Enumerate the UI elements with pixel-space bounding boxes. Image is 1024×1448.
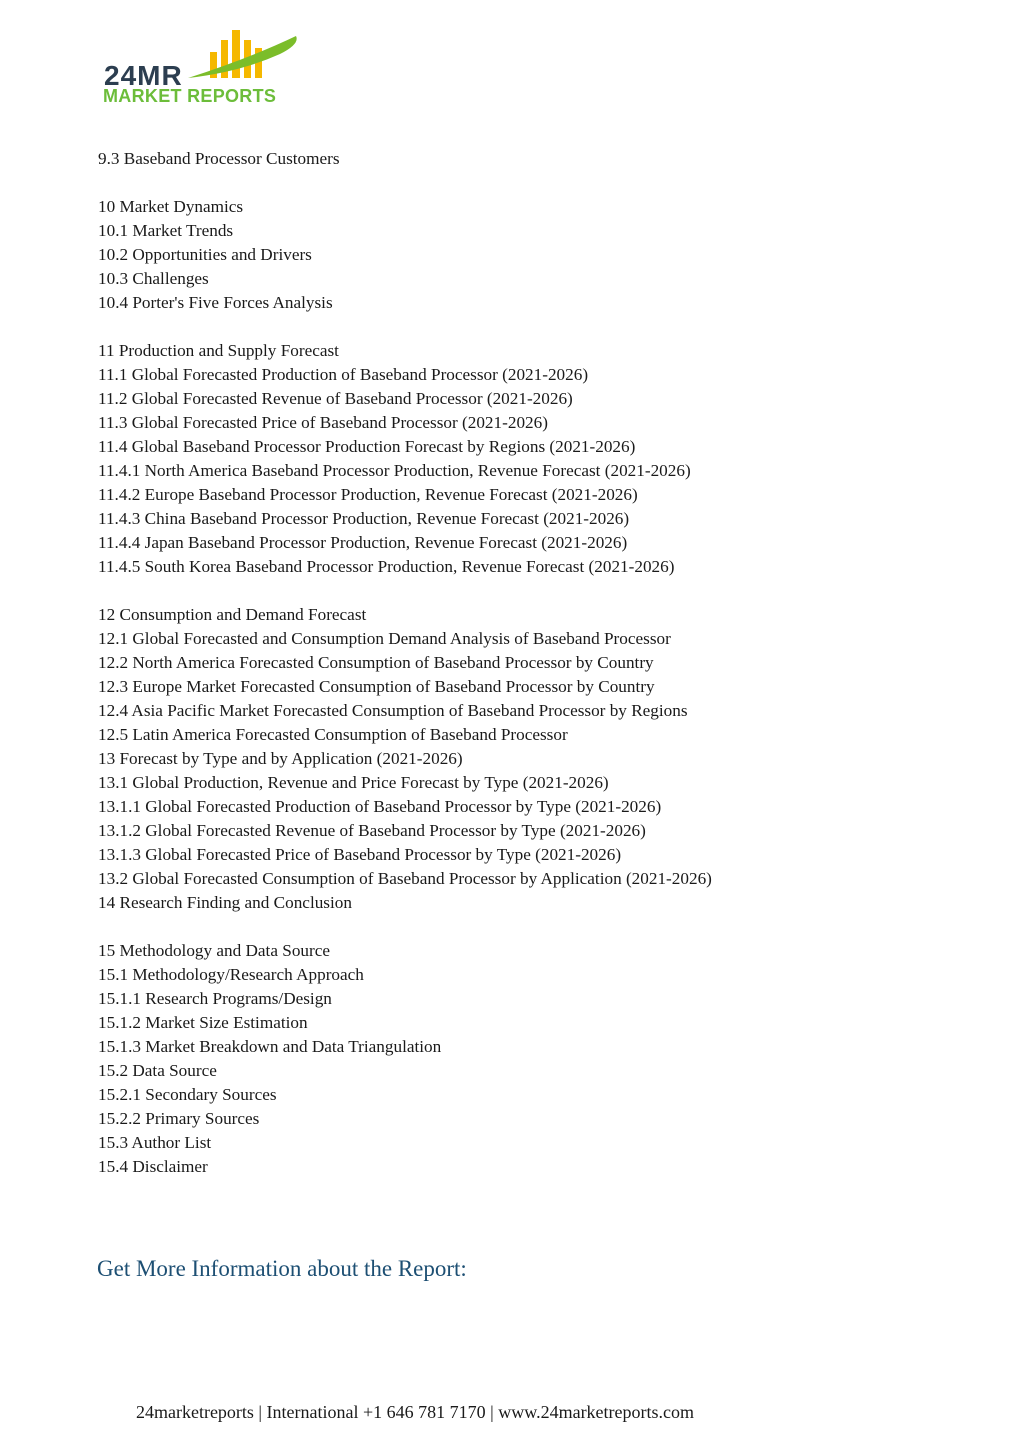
toc-entry: 13.1.2 Global Forecasted Revenue of Baseband Processor by Type (2021-2026)	[98, 821, 646, 840]
toc-entry: 10.1 Market Trends	[98, 221, 234, 240]
toc-entry: 11.1 Global Forecasted Production of Baseband Processor (2021-2026)	[98, 365, 589, 384]
toc-entry: 10.2 Opportunities and Drivers	[98, 245, 312, 264]
page-footer: 24marketreports | International +1 646 781 7170 | www.24marketreports.com	[135, 1402, 695, 1422]
toc-entry: 11.3 Global Forecasted Price of Baseband Processor (2021-2026)	[98, 413, 548, 432]
toc-entry: 12.4 Asia Pacific Market Forecasted Consumption of Baseband Processor by Regions	[98, 701, 688, 720]
toc-section-12-14	[98, 603, 958, 915]
toc-section-9	[98, 147, 958, 171]
toc-entry: 10 Market Dynamics	[98, 197, 244, 216]
toc-entry: 15.2 Data Source	[98, 1061, 217, 1080]
toc-entry: 12.2 North America Forecasted Consumption of Baseband Processor by Country	[98, 653, 654, 672]
company-logo	[100, 28, 310, 108]
toc-entry: 12.1 Global Forecasted and Consumption Demand Analysis of Baseband Processor	[98, 629, 671, 648]
toc-entry: 11 Production and Supply Forecast	[98, 341, 339, 360]
logo-brand-text: 24MR	[104, 60, 183, 91]
table-of-contents	[98, 147, 958, 1203]
toc-entry: 15.3 Author List	[98, 1133, 212, 1152]
toc-entry: 11.4.4 Japan Baseband Processor Production, Revenue Forecast (2021-2026)	[98, 533, 628, 552]
toc-section-11	[98, 339, 958, 579]
toc-entry: 12.3 Europe Market Forecasted Consumption of Baseband Processor by Country	[98, 677, 655, 696]
toc-entry: 10.3 Challenges	[98, 269, 209, 288]
toc-entry: 12 Consumption and Demand Forecast	[98, 605, 367, 624]
toc-entry: 11.4 Global Baseband Processor Production Forecast by Regions (2021-2026)	[98, 437, 636, 456]
toc-entry: 13.1 Global Production, Revenue and Price Forecast by Type (2021-2026)	[98, 773, 609, 792]
toc-entry: 15.2.1 Secondary Sources	[98, 1085, 277, 1104]
more-info-heading: Get More Information about the Report:	[97, 1256, 467, 1281]
toc-entry: 10.4 Porter's Five Forces Analysis	[98, 293, 333, 312]
toc-entry: 15.1.2 Market Size Estimation	[98, 1013, 308, 1032]
toc-entry: 9.3 Baseband Processor Customers	[98, 149, 340, 168]
toc-entry: 15.4 Disclaimer	[98, 1157, 208, 1176]
toc-entry: 13.1.3 Global Forecasted Price of Baseband Processor by Type (2021-2026)	[98, 845, 622, 864]
toc-entry: 14 Research Finding and Conclusion	[98, 893, 352, 912]
toc-entry: 15.2.2 Primary Sources	[98, 1109, 260, 1128]
toc-entry: 15.1.3 Market Breakdown and Data Triangulation	[98, 1037, 442, 1056]
toc-entry: 11.2 Global Forecasted Revenue of Baseband Processor (2021-2026)	[98, 389, 573, 408]
toc-entry: 12.5 Latin America Forecasted Consumption of Baseband Processor	[98, 725, 568, 744]
toc-entry: 11.4.2 Europe Baseband Processor Production, Revenue Forecast (2021-2026)	[98, 485, 638, 504]
toc-entry: 11.4.1 North America Baseband Processor Production, Revenue Forecast (2021-2026)	[98, 461, 691, 480]
logo-subtitle-text: MARKET REPORTS	[103, 86, 277, 106]
toc-section-15	[98, 939, 958, 1179]
toc-entry: 11.4.3 China Baseband Processor Production, Revenue Forecast (2021-2026)	[98, 509, 630, 528]
toc-entry: 13 Forecast by Type and by Application (2021-2026)	[98, 749, 463, 768]
toc-entry: 13.1.1 Global Forecasted Production of Baseband Processor by Type (2021-2026)	[98, 797, 662, 816]
toc-entry: 15.1.1 Research Programs/Design	[98, 989, 332, 1008]
toc-entry: 15 Methodology and Data Source	[98, 941, 330, 960]
toc-entry: 11.4.5 South Korea Baseband Processor Production, Revenue Forecast (2021-2026)	[98, 557, 675, 576]
toc-entry: 15.1 Methodology/Research Approach	[98, 965, 364, 984]
toc-entry: 13.2 Global Forecasted Consumption of Baseband Processor by Application (2021-2026)	[98, 869, 712, 888]
toc-section-10	[98, 195, 958, 315]
